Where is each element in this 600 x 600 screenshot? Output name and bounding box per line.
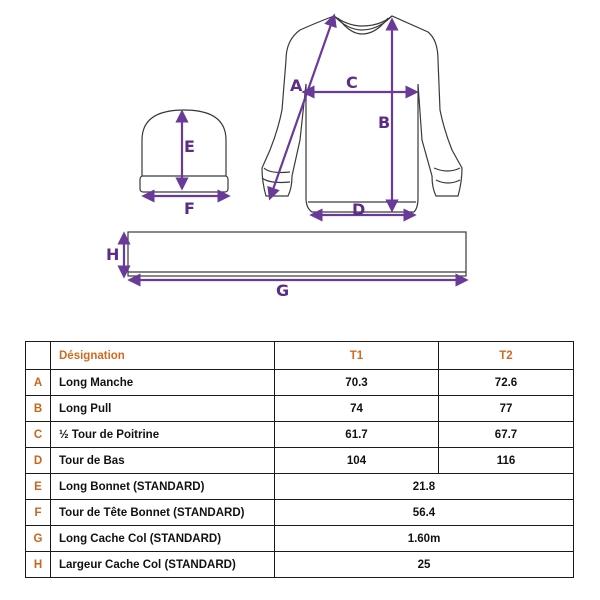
dimension-g-label: G — [276, 281, 290, 300]
row-label: Tour de Tête Bonnet (STANDARD) — [51, 500, 275, 526]
row-t2-value: 72.6 — [439, 370, 574, 396]
table-row — [26, 552, 574, 578]
dimension-e-label: E — [184, 137, 195, 156]
row-label: Long Bonnet (STANDARD) — [51, 474, 275, 500]
size-chart-table — [25, 341, 574, 578]
row-t1-value: 70.3 — [275, 370, 439, 396]
dimension-a-label: A — [290, 76, 303, 95]
row-label: Long Manche — [51, 370, 275, 396]
row-letter: E — [26, 474, 51, 500]
row-letter: C — [26, 422, 51, 448]
dimension-b-label: B — [378, 113, 391, 132]
table-header-row — [26, 342, 574, 370]
row-standard-value: 56.4 — [275, 500, 574, 526]
row-t2-value: 116 — [439, 448, 574, 474]
row-t2-value: 77 — [439, 396, 574, 422]
header-designation: Désignation — [51, 342, 275, 370]
table-row — [26, 526, 574, 552]
row-t1-value: 74 — [275, 396, 439, 422]
table-row — [26, 370, 574, 396]
neck-warmer-illustration — [128, 232, 466, 276]
row-label: Long Cache Col (STANDARD) — [51, 526, 275, 552]
row-t2-value: 67.7 — [439, 422, 574, 448]
table-row — [26, 448, 574, 474]
row-standard-value: 1.60m — [275, 526, 574, 552]
table-row — [26, 422, 574, 448]
dimension-d-label: D — [352, 200, 366, 219]
header-t1: T1 — [275, 342, 439, 370]
row-label: Largeur Cache Col (STANDARD) — [51, 552, 275, 578]
row-letter: B — [26, 396, 51, 422]
row-label: ½ Tour de Poitrine — [51, 422, 275, 448]
row-letter: F — [26, 500, 51, 526]
header-t2: T2 — [439, 342, 574, 370]
row-standard-value: 25 — [275, 552, 574, 578]
sweater-illustration — [262, 16, 462, 212]
dimension-h-label: H — [106, 245, 120, 264]
header-letter-cell — [26, 342, 51, 370]
row-letter: A — [26, 370, 51, 396]
row-standard-value: 21.8 — [275, 474, 574, 500]
dimension-a-line — [270, 16, 334, 198]
row-letter: D — [26, 448, 51, 474]
row-label: Long Pull — [51, 396, 275, 422]
dimension-c-label: C — [346, 73, 358, 92]
table-row — [26, 474, 574, 500]
row-label: Tour de Bas — [51, 448, 275, 474]
row-t1-value: 104 — [275, 448, 439, 474]
row-letter: H — [26, 552, 51, 578]
table-row — [26, 500, 574, 526]
dimension-f-label: F — [184, 199, 195, 218]
row-letter: G — [26, 526, 51, 552]
row-t1-value: 61.7 — [275, 422, 439, 448]
table-row — [26, 396, 574, 422]
